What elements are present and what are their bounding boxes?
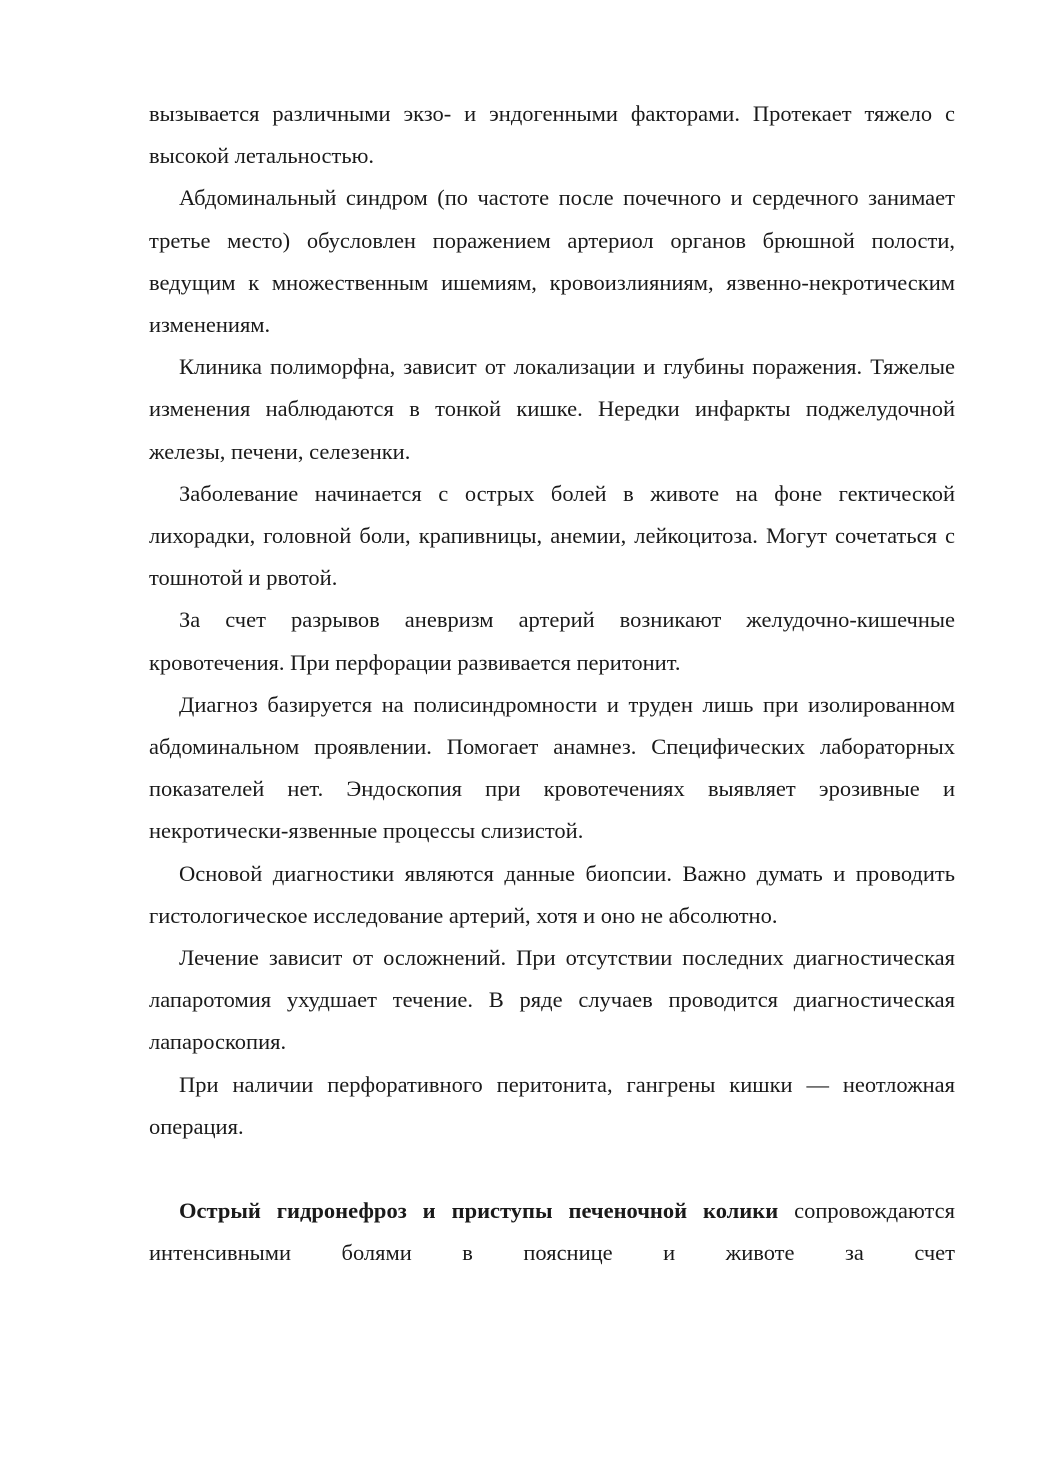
- paragraph-diagnosis: Диагноз базируется на полисиндромности и труден лишь при изолированном абдоминальном проявлении. Помогает анамнез. Специфических лабораторных показателей нет. Эндоскопия при кровотечениях выявляет эрозивные и некротически-язвенные процессы слизистой.: [149, 691, 955, 844]
- paragraph-intro: вызывается различными экзо- и эндогенными факторами. Протекает тяжело с высокой летальностью.: [149, 101, 955, 169]
- paragraph-bleeding: За счет разрывов аневризм артерий возникают желудочно-кишечные кровотечения. При перфорации развивается перитонит.: [149, 607, 955, 675]
- document-page: [149, 93, 955, 1274]
- paragraph-onset: Заболевание начинается с острых болей в животе на фоне гектической лихорадки, головной боли, крапивницы, анемии, лейкоцитоза. Могут сочетаться с тошнотой и рвотой.: [149, 480, 955, 591]
- paragraph-abdominal-syndrome: Абдоминальный синдром (по частоте после почечного и сердечного занимает третье место) обусловлен поражением артериол органов брюшной полости, ведущим к множественным ишемиям, кровоизлияниям, язвенно-некротическим изменениям.: [149, 185, 955, 338]
- paragraph-clinic: Клиника полиморфна, зависит от локализации и глубины поражения. Тяжелые изменения наблюдаются в тонкой кишке. Нередки инфаркты поджелудочной железы, печени, селезенки.: [149, 354, 955, 464]
- paragraph-biopsy: Основой диагностики являются данные биопсии. Важно думать и проводить гистологическое исследование артерий, хотя и оно не абсолютно.: [149, 860, 955, 928]
- paragraph-gap: [149, 1148, 955, 1190]
- paragraph-continuation: сопровождаются интенсивными болями в пояснице и животе за счет: [149, 1198, 955, 1266]
- paragraph-treatment: Лечение зависит от осложнений. При отсутствии последних диагностическая лапаротомия ухудшает течение. В ряде случаев проводится диагностическая лапароскопия.: [149, 945, 955, 1055]
- paragraph-surgery: При наличии перфоративного перитонита, гангрены кишки — неотложная операция.: [149, 1071, 955, 1139]
- bold-term: Острый гидронефроз и приступы печеночной колики: [179, 1198, 779, 1224]
- paragraph-hydronephrosis: [149, 1190, 955, 1274]
